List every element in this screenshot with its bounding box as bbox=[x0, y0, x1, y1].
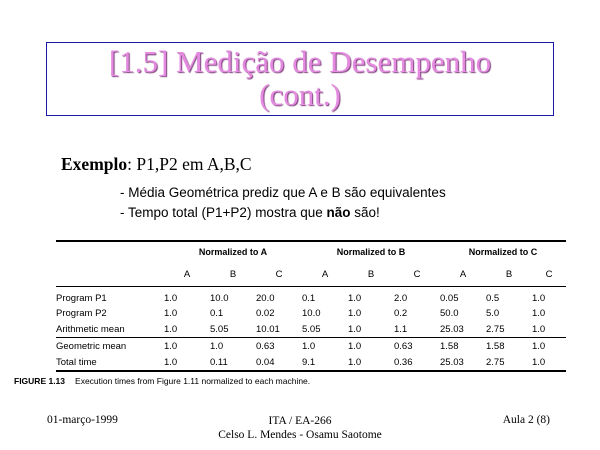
table-cell: 2.0 bbox=[394, 292, 408, 304]
table-cell: 1.0 bbox=[348, 307, 362, 319]
table-cell: 0.36 bbox=[394, 354, 440, 371]
footer-authors: Celso L. Mendes - Osamu Saotome bbox=[218, 429, 382, 441]
column-header: B bbox=[486, 262, 532, 287]
group-header: Normalized to C bbox=[440, 241, 566, 262]
column-header: C bbox=[394, 262, 440, 287]
footer-course: ITA / EA-266 bbox=[268, 415, 332, 427]
table-cell: 10.01 bbox=[256, 323, 280, 335]
group-header: Normalized to B bbox=[302, 241, 440, 262]
table-cell: 25.03 bbox=[440, 354, 486, 371]
group-header: Normalized to A bbox=[164, 241, 302, 262]
table-cell: 1.1 bbox=[394, 323, 408, 335]
table-cell: 1.0 bbox=[164, 338, 210, 355]
example-label: Exemplo bbox=[61, 154, 128, 174]
table-cell: 0.1 bbox=[210, 307, 224, 319]
table-cell: 1.0 bbox=[348, 292, 362, 304]
table-cell: 2.75 bbox=[486, 323, 505, 335]
table-cell: 0.02 bbox=[256, 307, 275, 319]
table-cell: 0.2 bbox=[394, 307, 408, 319]
slide-title-line2: (cont.) bbox=[259, 77, 341, 112]
table-cell: 1.58 bbox=[486, 338, 532, 355]
example-text: : P1,P2 em A,B,C bbox=[127, 154, 252, 174]
bullet-item: - Média Geométrica prediz que A e B são equivalentes bbox=[120, 185, 446, 200]
table-cell: 5.05 bbox=[210, 323, 229, 335]
table-cell: 1.0 bbox=[532, 323, 546, 335]
table-cell: 1.0 bbox=[210, 338, 256, 355]
column-header: A bbox=[302, 262, 348, 287]
column-header: B bbox=[348, 262, 394, 287]
column-header: B bbox=[210, 262, 256, 287]
table-cell: 10.0 bbox=[302, 307, 321, 319]
table-cell: 1.0 bbox=[348, 323, 362, 335]
table-cell: 1.0 bbox=[532, 307, 546, 319]
table-cell: 1.0 bbox=[348, 338, 394, 355]
table-cell: 1.0 bbox=[532, 354, 566, 371]
column-header: C bbox=[256, 262, 302, 287]
bullet-list bbox=[120, 183, 446, 223]
caption-text: Execution times from Figure 1.11 normalized to each machine. bbox=[75, 376, 311, 386]
table-cell: 5.05 bbox=[302, 323, 321, 335]
table-group-header bbox=[56, 241, 566, 262]
table-row bbox=[56, 338, 566, 355]
bullet-emphasis: não bbox=[326, 205, 351, 220]
table-cell: 1.0 bbox=[348, 354, 394, 371]
table-cell: 10.0 bbox=[210, 292, 229, 304]
table-cell: 0.63 bbox=[256, 338, 302, 355]
row-label: Program P2 bbox=[56, 307, 107, 319]
table-cell: 1.0 bbox=[532, 338, 566, 355]
table-cell: 0.05 bbox=[440, 292, 459, 304]
table-cell: 2.75 bbox=[486, 354, 532, 371]
normalized-times-table bbox=[56, 240, 566, 372]
row-label: Total time bbox=[56, 354, 164, 371]
table-cell: 9.1 bbox=[302, 354, 348, 371]
footer-page: Aula 2 (8) bbox=[502, 414, 550, 426]
table-cell: 1.0 bbox=[164, 354, 210, 371]
bullet-text: são! bbox=[350, 205, 380, 220]
table-cell: 0.63 bbox=[394, 338, 440, 355]
column-header: A bbox=[164, 262, 210, 287]
table-cell: 0.04 bbox=[256, 354, 302, 371]
table-cell: 25.03 bbox=[440, 323, 464, 335]
title-box bbox=[46, 42, 554, 116]
row-label: Program P1 bbox=[56, 292, 107, 304]
table-row bbox=[56, 354, 566, 371]
table-cell: 1.0 bbox=[302, 338, 348, 355]
example-line bbox=[61, 154, 252, 175]
row-label: Arithmetic mean bbox=[56, 323, 125, 335]
footer-date: 01-março-1999 bbox=[47, 414, 118, 426]
bullet-item bbox=[120, 203, 446, 223]
bullet-text: - Tempo total (P1+P2) mostra que bbox=[120, 205, 327, 220]
figure-number: FIGURE 1.13 bbox=[14, 376, 66, 386]
table-cell: 50.0 bbox=[440, 307, 459, 319]
table-row bbox=[56, 305, 566, 321]
table-cell: 0.11 bbox=[210, 354, 256, 371]
slide-title-line1: [1.5] Medição de Desempenho bbox=[108, 44, 492, 79]
table-cell: 1.58 bbox=[440, 338, 486, 355]
column-header: A bbox=[440, 262, 486, 287]
row-label: Geometric mean bbox=[56, 338, 164, 355]
table-cell: 1.0 bbox=[164, 323, 178, 335]
table-cell: 0.5 bbox=[486, 292, 500, 304]
figure-caption bbox=[14, 376, 310, 386]
table-row bbox=[56, 287, 566, 306]
table-cell: 20.0 bbox=[256, 292, 275, 304]
table-cell: 5.0 bbox=[486, 307, 500, 319]
column-header: C bbox=[532, 262, 566, 287]
table-cell: 1.0 bbox=[164, 307, 178, 319]
table-row bbox=[56, 321, 566, 338]
table-cell: 1.0 bbox=[164, 292, 178, 304]
table-cell: 0.1 bbox=[302, 292, 316, 304]
table-column-header bbox=[56, 262, 566, 287]
table-cell: 1.0 bbox=[532, 292, 546, 304]
